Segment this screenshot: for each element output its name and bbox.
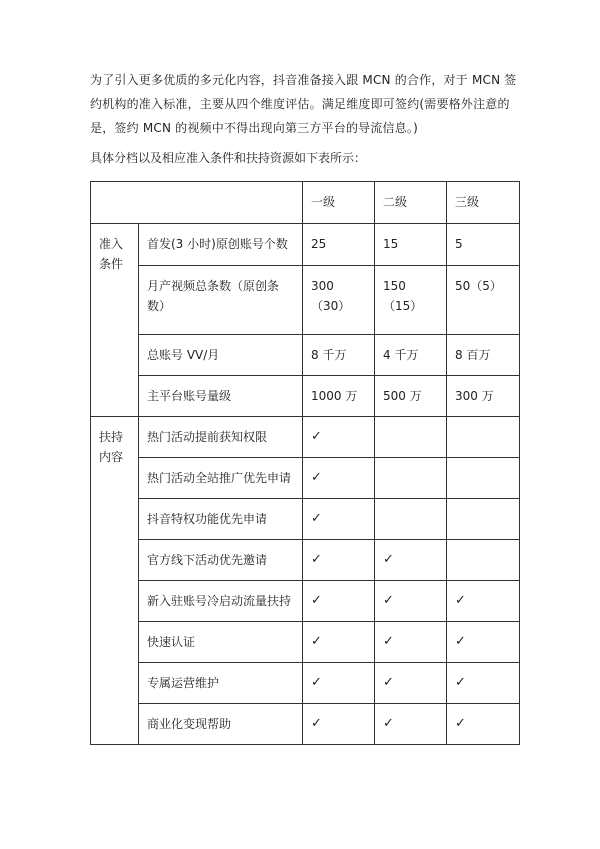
tier-3-check: ✓ <box>447 704 520 745</box>
tier-2-check <box>375 499 447 540</box>
row-item-label: 快速认证 <box>139 622 303 663</box>
mcn-tier-table <box>90 181 520 745</box>
tier-3-check <box>447 417 520 458</box>
tier-1-check: ✓ <box>303 499 375 540</box>
group-label-admission: 准入条件 <box>91 224 139 417</box>
tier-2-check <box>375 417 447 458</box>
tier-3-check <box>447 540 520 581</box>
tier-3-value: 50（5） <box>447 266 520 335</box>
tier-1-check: ✓ <box>303 417 375 458</box>
table-row <box>91 663 520 704</box>
tier-3-value: 5 <box>447 224 520 266</box>
tier-3-value: 300 万 <box>447 376 520 417</box>
header-tier-2: 二级 <box>375 182 447 224</box>
row-item-label: 新入驻账号冷启动流量扶持 <box>139 581 303 622</box>
table-header-row <box>91 182 520 224</box>
tier-2-value: 15 <box>375 224 447 266</box>
table-row <box>91 417 520 458</box>
tier-1-check: ✓ <box>303 458 375 499</box>
row-item-label: 热门活动提前获知权限 <box>139 417 303 458</box>
tier-3-check: ✓ <box>447 581 520 622</box>
tier-3-value: 8 百万 <box>447 335 520 376</box>
row-item-label: 首发(3 小时)原创账号个数 <box>139 224 303 266</box>
tier-2-check: ✓ <box>375 622 447 663</box>
tier-3-check <box>447 499 520 540</box>
row-item-label: 专属运营维护 <box>139 663 303 704</box>
table-row <box>91 540 520 581</box>
tier-1-value: 1000 万 <box>303 376 375 417</box>
table-row <box>91 266 520 335</box>
table-row <box>91 622 520 663</box>
tier-1-value: 300（30） <box>303 266 375 335</box>
tier-2-value: 150（15） <box>375 266 447 335</box>
table-row <box>91 581 520 622</box>
row-item-label: 官方线下活动优先邀请 <box>139 540 303 581</box>
row-item-label: 商业化变现帮助 <box>139 704 303 745</box>
tier-1-check: ✓ <box>303 540 375 581</box>
tier-2-value: 500 万 <box>375 376 447 417</box>
tier-1-check: ✓ <box>303 581 375 622</box>
table-lead-text: 具体分档以及相应准入条件和扶持资源如下表所示： <box>90 151 367 165</box>
tier-3-check: ✓ <box>447 622 520 663</box>
tier-2-check: ✓ <box>375 540 447 581</box>
row-item-label: 热门活动全站推广优先申请 <box>139 458 303 499</box>
header-empty-cell <box>91 182 303 224</box>
tier-3-check: ✓ <box>447 663 520 704</box>
row-item-label: 总账号 VV/月 <box>139 335 303 376</box>
group-label-support: 扶持内容 <box>91 417 139 745</box>
table-row <box>91 335 520 376</box>
row-item-label: 月产视频总条数（原创条数） <box>139 266 303 335</box>
tier-1-value: 25 <box>303 224 375 266</box>
tier-1-value: 8 千万 <box>303 335 375 376</box>
intro-paragraph: 为了引入更多优质的多元化内容，抖音准备接入跟 MCN 的合作，对于 MCN 签约机构的准入标准，主要从四个维度评估。满足维度即可签约(需要格外注意的是，签约 MCN 的视频中不得出现向第三方平台的导流信息。) <box>90 73 517 135</box>
tier-1-check: ✓ <box>303 663 375 704</box>
tier-2-value: 4 千万 <box>375 335 447 376</box>
table-row <box>91 376 520 417</box>
tier-2-check: ✓ <box>375 704 447 745</box>
table-row <box>91 499 520 540</box>
tier-1-check: ✓ <box>303 622 375 663</box>
tier-1-check: ✓ <box>303 704 375 745</box>
table-row <box>91 224 520 266</box>
tier-2-check <box>375 458 447 499</box>
row-item-label: 抖音特权功能优先申请 <box>139 499 303 540</box>
tier-2-check: ✓ <box>375 581 447 622</box>
row-item-label: 主平台账号量级 <box>139 376 303 417</box>
table-row <box>91 458 520 499</box>
header-tier-1: 一级 <box>303 182 375 224</box>
header-tier-3: 三级 <box>447 182 520 224</box>
tier-3-check <box>447 458 520 499</box>
table-row <box>91 704 520 745</box>
tier-2-check: ✓ <box>375 663 447 704</box>
